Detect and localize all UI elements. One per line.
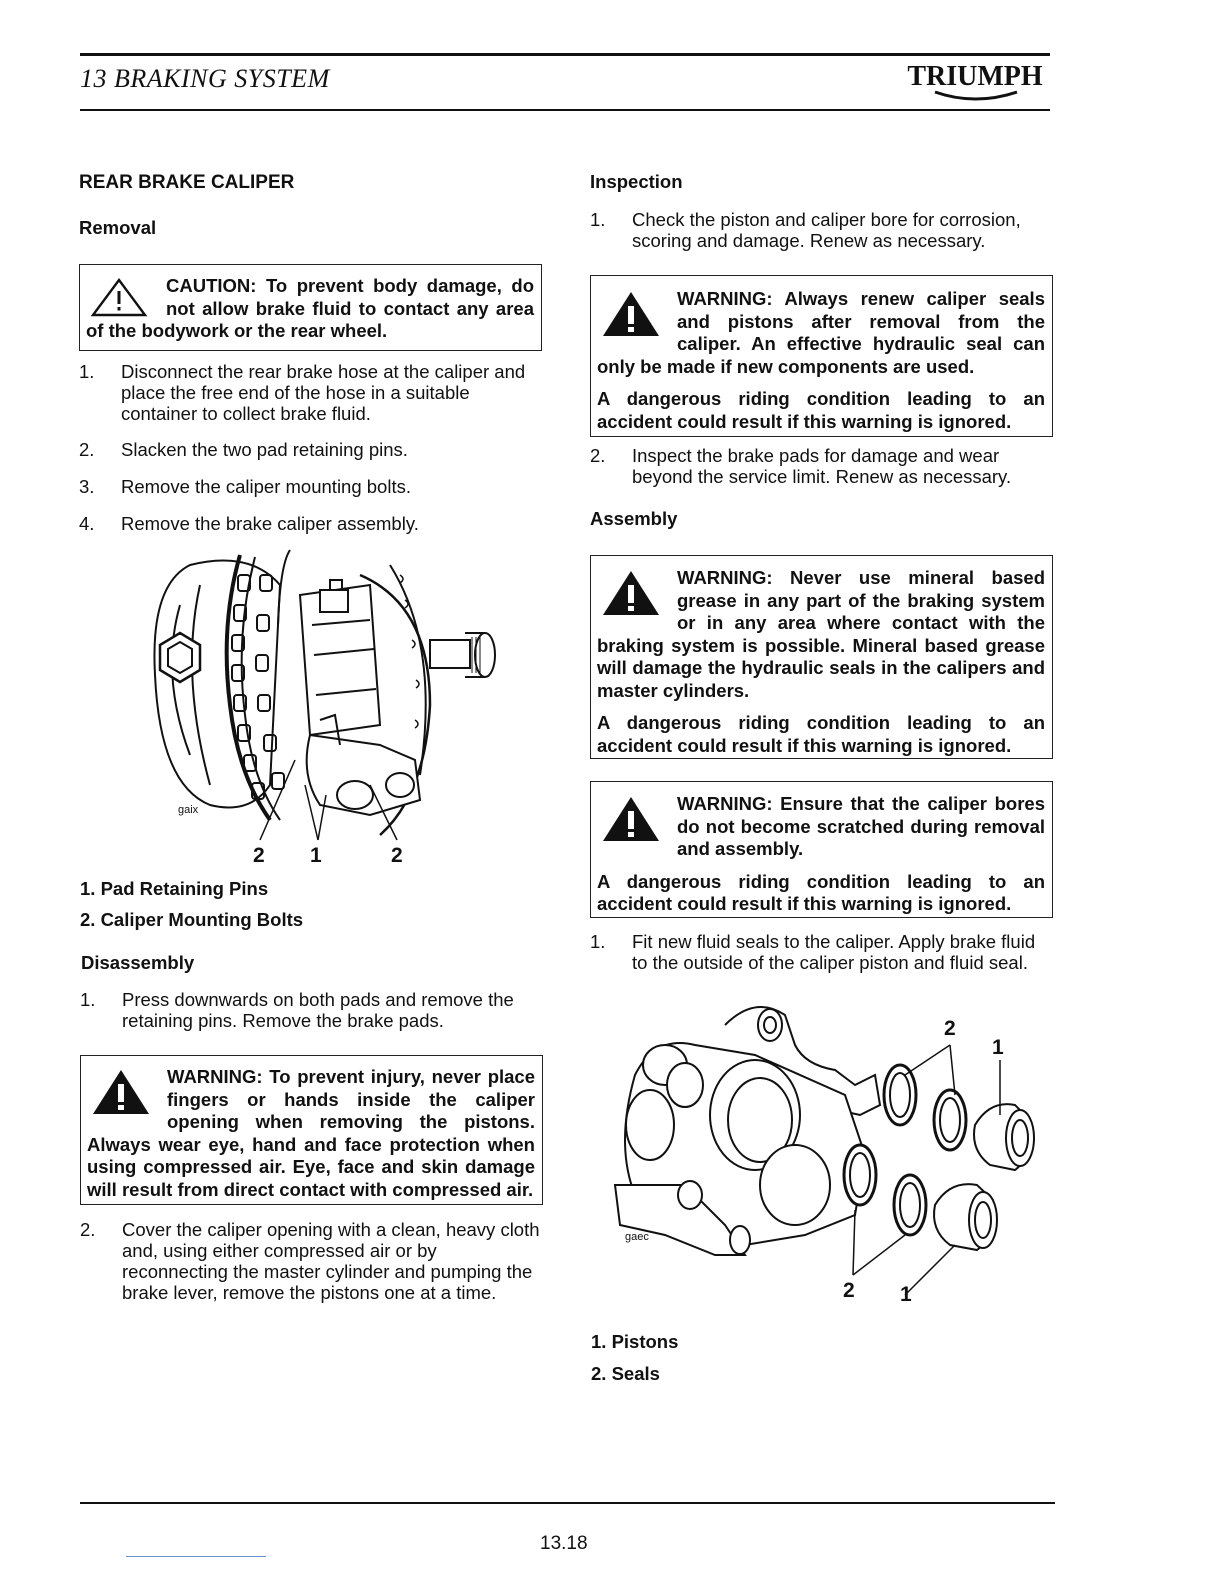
- figure-caliper-pistons-seals: [605, 995, 1045, 1310]
- figure2-caption-1: 1. Pistons: [591, 1331, 679, 1352]
- disassembly-warning-text: WARNING: To prevent injury, never place fingers or hands inside the caliper opening when removing the pistons. Always wear eye, hand and face protection when using compressed air. Eye, face and skin damage will result from direct contact with compressed air.: [87, 1066, 535, 1200]
- figure2-label-bottom-2: 2: [843, 1279, 855, 1302]
- inspection-title: Inspection: [590, 171, 683, 192]
- assembly-warning-1-box: [590, 555, 1053, 759]
- svg-text:TRIUMPH: TRIUMPH: [907, 61, 1043, 92]
- removal-step-1: 1. Disconnect the rear brake hose at the caliper and place the free end of the hose in a suitable container to collect brake fluid.: [79, 361, 526, 424]
- triumph-logo: [905, 58, 1045, 106]
- caliper-wheel-illustration: [130, 545, 510, 875]
- inspection-warning-box: [590, 275, 1053, 437]
- warning-triangle-icon: [87, 1066, 167, 1116]
- inspection-step-2: 2. Inspect the brake pads for damage and wear beyond the service limit. Renew as necessary.: [590, 445, 1012, 487]
- figure2-label-bottom-1: 1: [900, 1283, 912, 1306]
- figure1-label-2b: 2: [391, 844, 403, 867]
- inspection-warning-consequence: A dangerous riding condition leading to an accident could result if this warning is ignored.: [597, 388, 1045, 432]
- removal-step-3: 3. Remove the caliper mounting bolts.: [79, 476, 411, 497]
- figure1-caption-1: 1. Pad Retaining Pins: [80, 878, 269, 899]
- page-number: 13.18: [540, 1533, 588, 1554]
- section-title: REAR BRAKE CALIPER: [79, 172, 295, 193]
- assembly-warning-2-consequence: A dangerous riding condition leading to an accident could result if this warning is ignored.: [597, 870, 1045, 914]
- caution-triangle-icon: [86, 275, 166, 315]
- figure1-caption-2: 2. Caliper Mounting Bolts: [80, 909, 304, 930]
- header-bottom-rule: [80, 109, 1050, 111]
- caution-box: [79, 264, 542, 351]
- warning-triangle-icon: [597, 567, 677, 617]
- figure1-label-2a: 2: [253, 844, 265, 867]
- triumph-logo-icon: [905, 58, 1045, 106]
- caution-text: CAUTION: To prevent body damage, do not allow brake fluid to contact any area of the bodywork or the rear wheel.: [86, 275, 534, 341]
- header-top-rule: [80, 53, 1050, 56]
- assembly-warning-2-box: [590, 781, 1053, 918]
- figure-caliper-on-wheel: [130, 545, 510, 875]
- assembly-step-1: 1. Fit new fluid seals to the caliper. Apply brake fluid to the outside of the caliper piston and fluid seal.: [590, 931, 1036, 973]
- footer-rule: [80, 1502, 1055, 1504]
- footer-link-underline: [126, 1556, 266, 1557]
- disassembly-title: Disassembly: [81, 952, 195, 973]
- chapter-title: 13 BRAKING SYSTEM: [80, 64, 330, 93]
- assembly-warning-1-consequence: A dangerous riding condition leading to an accident could result if this warning is ignored.: [597, 712, 1045, 756]
- figure1-label-1: 1: [310, 844, 322, 867]
- figure2-caption-2: 2. Seals: [591, 1363, 660, 1384]
- caliper-exploded-illustration: [605, 995, 1045, 1310]
- figure2-label-top-1: 1: [992, 1036, 1004, 1059]
- removal-step-4: 4. Remove the brake caliper assembly.: [79, 513, 419, 534]
- warning-triangle-icon: [597, 288, 677, 338]
- removal-title: Removal: [79, 217, 157, 238]
- disassembly-warning-box: [80, 1055, 543, 1205]
- assembly-warning-2-text: WARNING: Ensure that the caliper bores do not become scratched during removal and assembly.: [677, 793, 1045, 859]
- warning-triangle-icon: [597, 793, 677, 843]
- disassembly-step-2: 2. Cover the caliper opening with a clean, heavy cloth and, using either compressed air or by reconnecting the master cylinder and pumping the brake lever, remove the pistons one at a time.: [80, 1219, 540, 1303]
- figure1-code: gaix: [178, 804, 199, 816]
- figure2-code: gaec: [625, 1231, 649, 1243]
- disassembly-step-1: 1. Press downwards on both pads and remove the retaining pins. Remove the brake pads.: [80, 989, 514, 1031]
- assembly-warning-1-text: WARNING: Never use mineral based grease in any part of the braking system or in any area where contact with the braking system is possible. Mineral based grease will damage the hydraulic seals in the calipers and master cylinders.: [597, 567, 1045, 701]
- removal-step-2: 2. Slacken the two pad retaining pins.: [79, 439, 408, 460]
- assembly-title: Assembly: [590, 508, 678, 529]
- inspection-step-1: 1. Check the piston and caliper bore for corrosion, scoring and damage. Renew as necessary.: [590, 209, 1021, 251]
- inspection-warning-text: WARNING: Always renew caliper seals and pistons after removal from the caliper. An effective hydraulic seal can only be made if new components are used.: [597, 288, 1045, 377]
- figure2-label-top-2: 2: [944, 1017, 956, 1040]
